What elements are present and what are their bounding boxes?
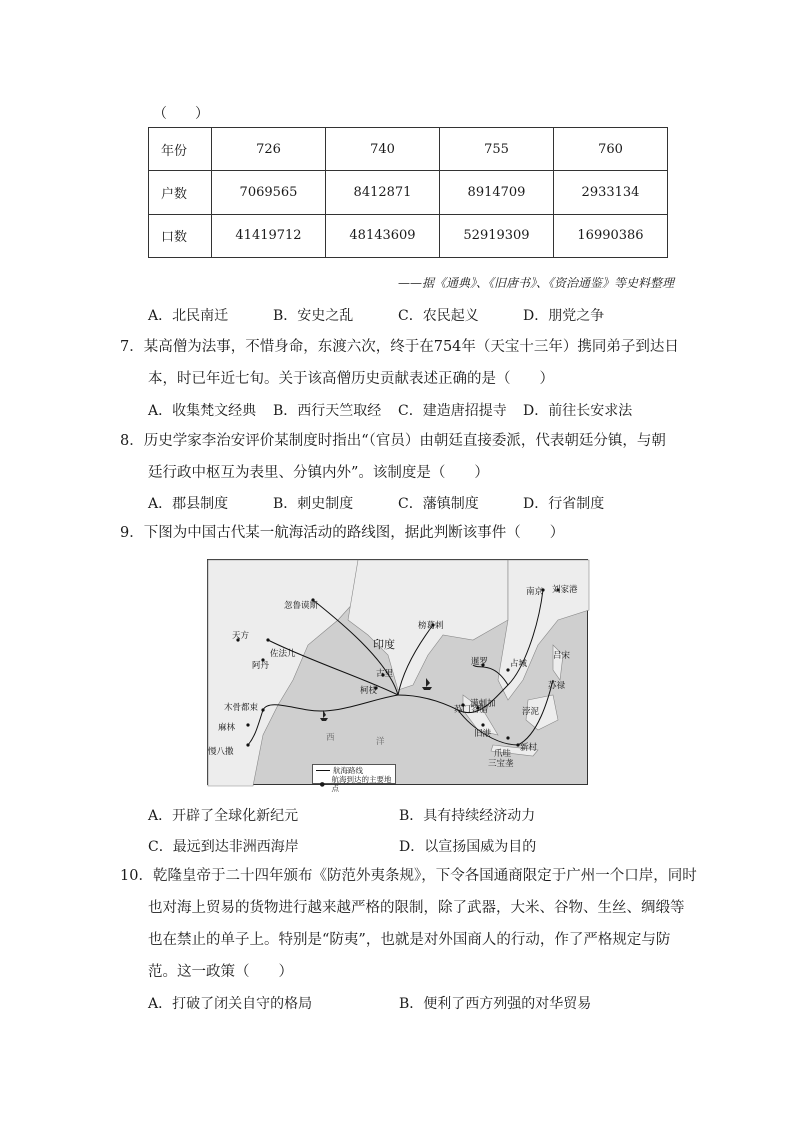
question-line: 也对海上贸易的货物进行越来越严格的限制，除了武器，大米、谷物、生丝、绸缎等 bbox=[148, 900, 685, 916]
q10-options bbox=[148, 993, 708, 1013]
question-10 bbox=[120, 860, 697, 988]
question-line: 10．乾隆皇帝于二十四年颁布《防范外夷条规》，下令各国通商限定于广州一个口岸，同时 bbox=[120, 868, 697, 884]
option-a[interactable]: A．郡县制度 bbox=[148, 496, 229, 512]
place-dhofar: 佐法儿 bbox=[270, 649, 296, 659]
table-cell: 41419712 bbox=[212, 214, 326, 257]
place-dot-icon: ● bbox=[319, 780, 325, 788]
place-calicut: 古里 bbox=[376, 669, 394, 679]
place-java: 爪哇 bbox=[494, 749, 512, 759]
table-cell: 2933134 bbox=[554, 171, 668, 214]
q8-options bbox=[148, 493, 708, 513]
option-a[interactable]: A．打破了闭关自守的格局 bbox=[148, 996, 313, 1012]
place-palembang: 旧港 bbox=[474, 729, 492, 739]
question-line: 8．历史学家李治安评价某制度时指出“（官员）由朝廷直接委派，代表朝廷分镇，与朝 bbox=[120, 433, 666, 449]
label-west: 西 bbox=[326, 733, 335, 743]
legend-route-label: 航海路线 bbox=[333, 766, 363, 775]
place-malindi: 麻林 bbox=[218, 723, 236, 733]
table-header-cell: 760 bbox=[554, 128, 668, 171]
option-d[interactable]: D．行省制度 bbox=[523, 496, 605, 512]
population-table bbox=[148, 127, 668, 258]
place-mogadishu: 木骨都束 bbox=[224, 703, 259, 713]
table-cell: 52919309 bbox=[440, 214, 554, 257]
q6-options bbox=[148, 305, 708, 325]
answer-paren: （ ） bbox=[153, 106, 209, 122]
legend-place-label: 航海到达的主要地点 bbox=[331, 775, 392, 793]
option-c[interactable]: C．藩镇制度 bbox=[398, 496, 479, 512]
place-bengal: 榜葛剌 bbox=[418, 621, 444, 631]
place-siam: 暹罗 bbox=[471, 657, 489, 667]
q9-options-row2 bbox=[148, 836, 708, 856]
question-line: 范。这一政策（ ） bbox=[148, 964, 293, 980]
question-line: 本，时已年近七旬。关于该高僧历史贡献表述正确的是（ ） bbox=[148, 371, 554, 387]
q7-options bbox=[148, 400, 708, 420]
option-b[interactable]: B．安史之乱 bbox=[273, 308, 354, 324]
option-c[interactable]: C．建造唐招提寺 bbox=[398, 403, 507, 419]
table-cell: 48143609 bbox=[326, 214, 440, 257]
place-malacca: 满剌加 bbox=[470, 699, 496, 709]
option-d[interactable]: D．以宣扬国威为目的 bbox=[399, 839, 537, 855]
question-line: 也在禁止的单子上。特别是“防夷”，也就是对外国商人的行动，作了严格规定与防 bbox=[148, 932, 671, 948]
label-india: 印度 bbox=[373, 638, 395, 651]
route-line-icon bbox=[316, 770, 330, 771]
table-cell: 16990386 bbox=[554, 214, 668, 257]
question-9 bbox=[120, 517, 680, 549]
option-c[interactable]: C．最远到达非洲西海岸 bbox=[148, 839, 299, 855]
place-semarang: 三宝垄 bbox=[488, 759, 514, 769]
table-header-cell: 726 bbox=[212, 128, 326, 171]
place-champa: 占城 bbox=[510, 659, 528, 669]
table-cell: 8412871 bbox=[326, 171, 440, 214]
table-cell: 7069565 bbox=[212, 171, 326, 214]
place-mecca: 天方 bbox=[232, 631, 250, 641]
table-row bbox=[149, 128, 668, 171]
option-b[interactable]: B．具有持续经济动力 bbox=[399, 808, 536, 824]
table-cell: 8914709 bbox=[440, 171, 554, 214]
option-a[interactable]: A．开辟了全球化新纪元 bbox=[148, 808, 299, 824]
place-aden: 阿丹 bbox=[252, 661, 270, 671]
question-line: 9．下图为中国古代某一航海活动的路线图，据此判断该事件（ ） bbox=[120, 525, 565, 541]
map-svg bbox=[208, 560, 589, 786]
option-c[interactable]: C．农民起义 bbox=[398, 308, 479, 324]
option-b[interactable]: B．刺史制度 bbox=[273, 496, 354, 512]
table-header-cell: 年份 bbox=[149, 128, 212, 171]
place-mombasa: 慢八撒 bbox=[208, 747, 234, 757]
table-row bbox=[149, 214, 668, 257]
question-line: 7．某高僧为法事，不惜身命，东渡六次，终于在754年（天宝十三年）携同弟子到达日 bbox=[120, 339, 679, 355]
place-samudra: 苏门答腊 bbox=[454, 705, 489, 715]
question-7 bbox=[120, 331, 680, 395]
place-brunei: 浡泥 bbox=[522, 707, 540, 717]
voyage-route-map bbox=[207, 559, 588, 793]
table-cell: 户数 bbox=[149, 171, 212, 214]
table-header-cell: 755 bbox=[440, 128, 554, 171]
place-luzon: 吕宋 bbox=[553, 651, 571, 661]
table-cell: 口数 bbox=[149, 214, 212, 257]
place-liujiagang: 刘家港 bbox=[552, 585, 578, 595]
place-cochin: 柯枝 bbox=[360, 686, 378, 696]
place-sulu: 苏禄 bbox=[548, 681, 566, 691]
question-8 bbox=[120, 425, 680, 489]
option-b[interactable]: B．西行天竺取经 bbox=[273, 403, 382, 419]
option-a[interactable]: A．收集梵文经典 bbox=[148, 403, 257, 419]
map-legend bbox=[312, 764, 396, 793]
option-d[interactable]: D．前往长安求法 bbox=[523, 403, 633, 419]
ship-icons bbox=[320, 678, 432, 721]
table-header-cell: 740 bbox=[326, 128, 440, 171]
place-xincun: 新村 bbox=[520, 743, 538, 753]
land-china-sea bbox=[498, 560, 589, 700]
option-a[interactable]: A．北民南迁 bbox=[148, 308, 229, 324]
legend-route bbox=[316, 766, 392, 775]
option-b[interactable]: B．便利了西方列强的对华贸易 bbox=[399, 996, 592, 1012]
option-d[interactable]: D．朋党之争 bbox=[523, 308, 605, 324]
q9-options-row1 bbox=[148, 805, 708, 825]
table-source: ——据《通典》、《旧唐书》、《资治通鉴》等史料整理 bbox=[397, 276, 674, 290]
place-nanjing: 南京 bbox=[526, 587, 544, 597]
label-ocean: 洋 bbox=[376, 737, 385, 747]
table-row bbox=[149, 171, 668, 214]
legend-place bbox=[316, 775, 392, 793]
place-hormuz: 忽鲁谟斯 bbox=[284, 601, 319, 611]
question-line: 廷行政中枢互为表里、分镇内外”。该制度是（ ） bbox=[148, 465, 489, 481]
